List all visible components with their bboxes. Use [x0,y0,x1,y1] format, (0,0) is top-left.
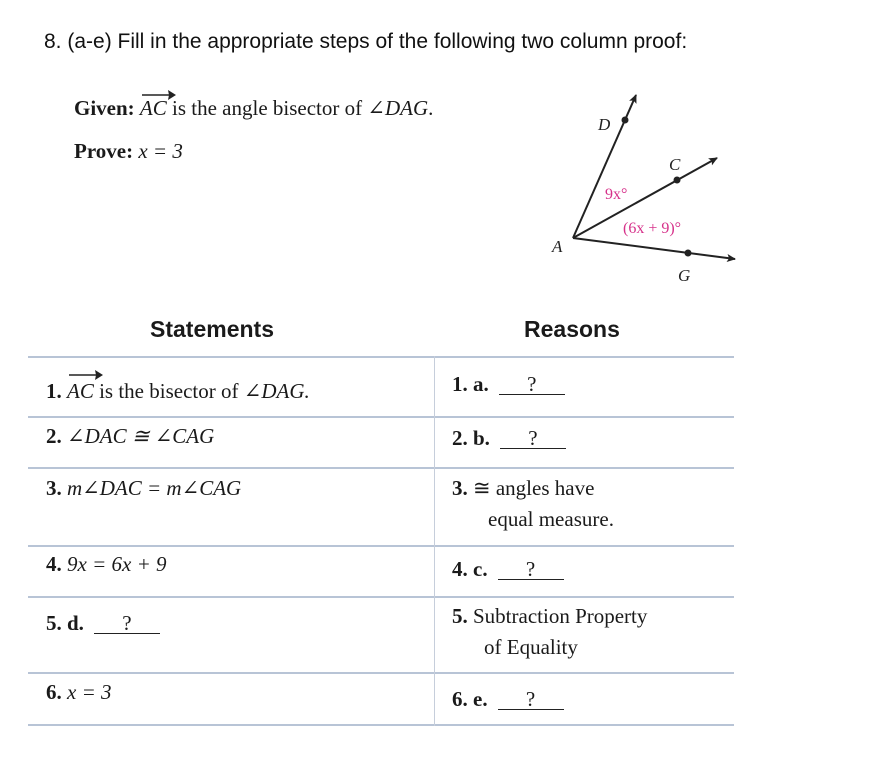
given-angle-symbol: ∠ [367,96,385,120]
statement-number: 1. [46,379,62,403]
table-divider [28,596,734,598]
reason-number: 5. [452,604,468,628]
table-divider [28,356,734,358]
label-d: D [598,115,611,134]
angle-label-top: 9x° [605,186,628,203]
prove-statement [74,139,183,164]
statement-6 [46,677,112,708]
reason-number: 2. b. [452,426,490,450]
table-divider [28,672,734,674]
reason-3 [452,473,614,535]
reason-number: 3. [452,476,468,500]
ray-ag [573,238,735,259]
statement-number: 3. [46,476,62,500]
point-c [674,177,681,184]
statement-text: m∠DAC = m∠CAG [67,476,242,500]
statement-4 [46,549,166,580]
reason-blank[interactable]: ? [498,689,564,710]
point-g [685,250,692,257]
statement-text: is the bisector of [99,379,239,403]
reason-text-line1: Subtraction Property [473,604,648,628]
statement-number: 2. [46,424,62,448]
statement-ray [67,376,94,407]
column-divider [434,356,435,726]
prove-label: Prove: [74,139,134,163]
angle-label-bottom: (6x + 9)° [623,220,682,237]
reason-number: 1. a. [452,372,489,396]
angle-diagram [530,88,745,288]
reason-1 [452,369,565,400]
statement-5 [46,608,160,639]
reason-text-line2: of Equality [484,635,578,659]
statement-text: 9x = 6x + 9 [67,552,167,576]
statement-ray-text: AC [67,379,94,403]
table-divider [28,545,734,547]
ray-arrow-icon [67,369,105,379]
statement-text: ∠DAC ≅ ∠CAG [67,424,215,448]
label-a: A [552,237,563,256]
statement-number: 4. [46,552,62,576]
statement-text: x = 3 [67,680,112,704]
label-c: C [669,155,681,174]
reason-2 [452,423,566,454]
question-text: 8. (a-e) Fill in the appropriate steps of the following two column proof: [44,30,688,53]
label-g: G [678,266,691,285]
reason-blank[interactable]: ? [499,374,565,395]
statement-2 [46,421,214,452]
statements-header: Statements [150,316,274,342]
table-divider [28,467,734,469]
reason-number: 6. e. [452,687,488,711]
ray-arrow-icon [140,89,178,99]
given-ray-text: AC [139,96,167,120]
reason-6 [452,684,564,715]
prove-equation: x = 3 [138,139,183,163]
given-text: is the angle bisector of [172,96,363,120]
given-label: Given: [74,96,135,120]
point-d [622,117,629,124]
statement-angle: ∠DAG. [243,379,310,403]
reason-blank[interactable]: ? [500,428,566,449]
statement-3 [46,473,241,504]
given-ray [140,96,167,121]
reason-5 [452,601,647,663]
statement-1 [46,376,310,407]
table-divider [28,724,734,726]
table-divider [28,416,734,418]
reason-number: 4. c. [452,557,488,581]
reason-text-line2: equal measure. [488,507,614,531]
given-end: . [428,96,434,120]
reasons-header: Reasons [524,316,620,342]
given-statement [74,96,433,121]
reason-text-line1: ≅ angles have [473,476,595,500]
statement-blank[interactable]: ? [94,613,160,634]
reason-blank[interactable]: ? [498,559,564,580]
statement-number: 5. d. [46,611,84,635]
given-angle: DAG [384,96,429,120]
reason-4 [452,554,564,585]
statement-number: 6. [46,680,62,704]
